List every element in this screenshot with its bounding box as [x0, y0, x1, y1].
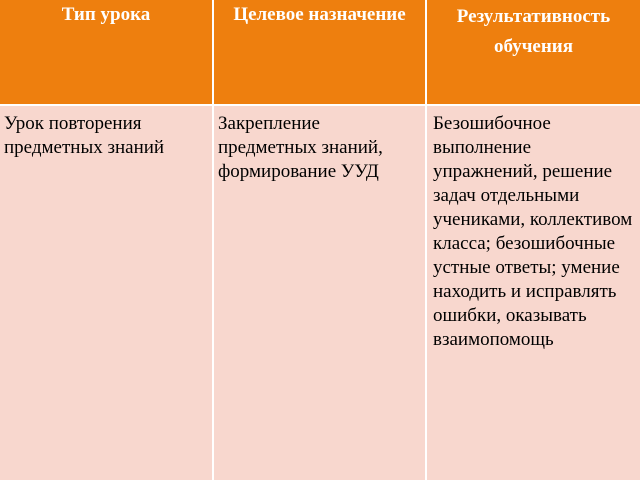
cell-purpose: Закрепление предметных знаний, формирование УУД: [213, 105, 426, 480]
header-lesson-type: [0, 0, 213, 105]
header-effectiveness-label: Результативность обучения: [456, 6, 611, 57]
cell-lesson-type: Урок повторения предметных знаний: [0, 105, 213, 480]
table-row: [0, 105, 640, 480]
table-header-row: [0, 0, 640, 105]
cell-effectiveness: Безошибочное выполнение упражнений, решение задач отдельными учениками, коллективом класса; безошибочные устные ответы; умение находить и исправлять ошибки, оказывать взаимопомощь: [426, 105, 640, 480]
header-lesson-type-label: Тип урока: [61, 4, 151, 25]
header-purpose-label: Целевое назначение: [233, 4, 406, 25]
header-effectiveness: [426, 0, 640, 105]
header-purpose: [213, 0, 426, 105]
